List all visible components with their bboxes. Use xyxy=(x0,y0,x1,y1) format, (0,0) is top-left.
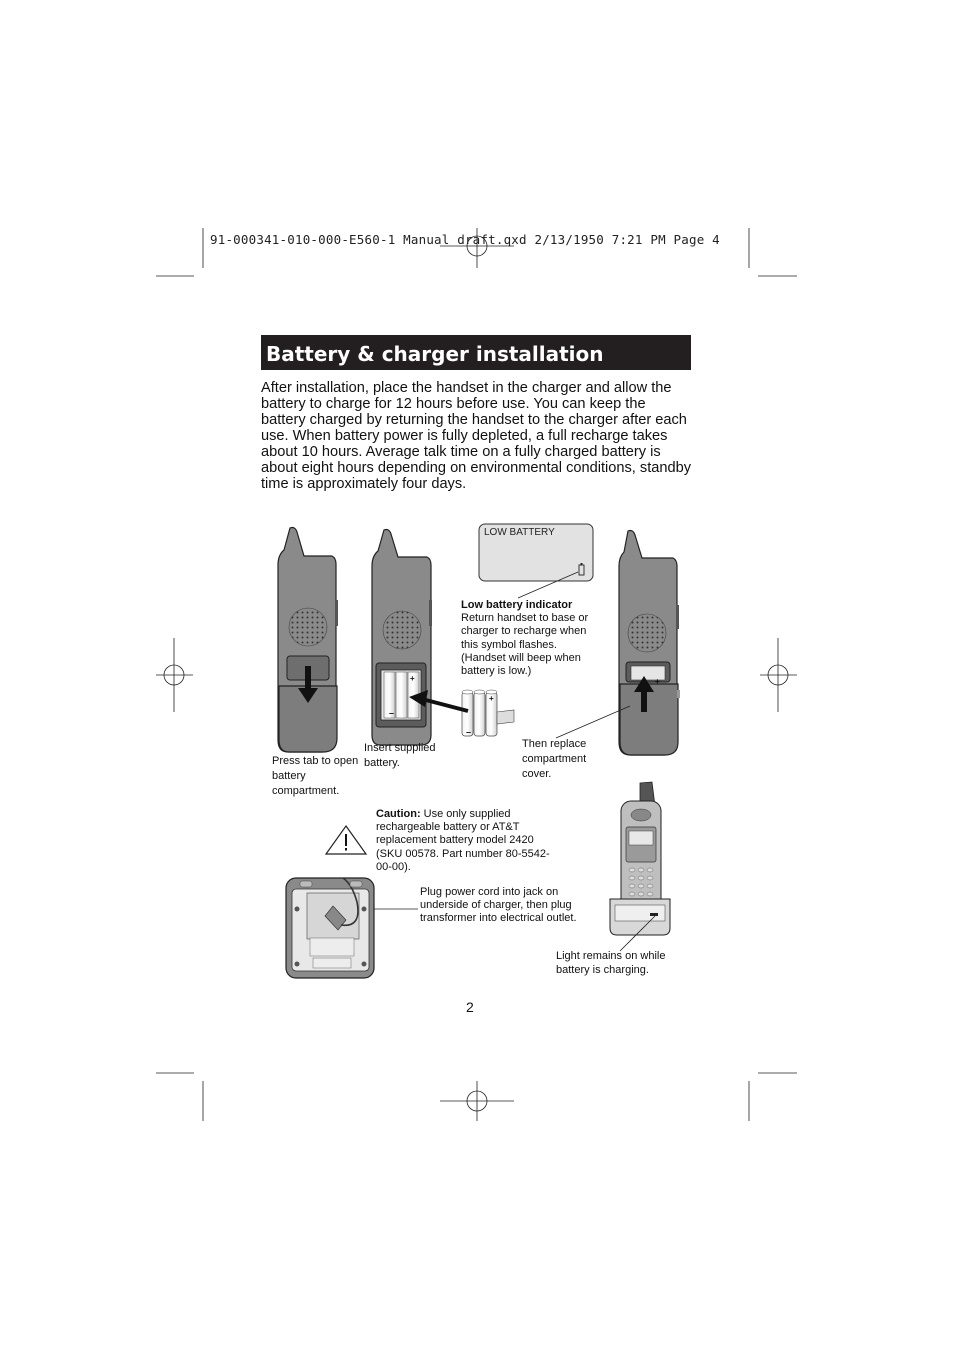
caption-press-tab: Press tab to open battery compartment. xyxy=(272,755,359,797)
caution-triangle-icon xyxy=(326,826,366,854)
intro-paragraph: After installation, place the handset in the charger and allow the battery to charge for 12 hours before use. You can keep the battery charged by returning the handset to the charger after each use. When battery power is fully depleted, a full recharge takes about 10 hours. Average talk time on a fully charged battery is about eight hours depending on environmental conditions, standby time is approximately four days. xyxy=(261,380,692,492)
lcd-text: LOW BATTERY xyxy=(484,527,555,538)
handset-back-view-3 xyxy=(619,531,680,756)
caution-note xyxy=(376,808,554,874)
handset-in-charger xyxy=(610,782,670,951)
svg-text:+: + xyxy=(489,694,494,703)
battery-minus-mark: – xyxy=(389,708,395,718)
charger-underside xyxy=(286,878,374,978)
caption-replace-cover: Then replace compartment cover. xyxy=(522,738,587,780)
handset-back-view-2 xyxy=(372,530,432,746)
caution-body: Use only supplied rechargeable battery or AT&T replacement battery model 2420 (SKU 00578. Part number 80-5542-00-00). xyxy=(376,808,550,873)
caption-insert-battery: Insert supplied battery. xyxy=(364,742,436,769)
caution-label: Caution: xyxy=(376,808,421,820)
svg-text:–: – xyxy=(466,727,472,737)
file-slug: 91-000341-010-000-E560-1 Manual draft.qxd 2/13/1950 7:21 PM Page 4 xyxy=(210,232,720,247)
battery-pack xyxy=(462,690,514,737)
page-title: Battery & charger installation xyxy=(266,342,604,366)
low-battery-body: Return handset to base or charger to recharge when this symbol flashes. (Handset will beep when battery is low.) xyxy=(461,612,589,678)
handset-back-view-1 xyxy=(278,528,338,753)
battery-plus-mark: + xyxy=(410,674,415,683)
caption-low-battery xyxy=(461,599,599,678)
page-number: 2 xyxy=(466,999,474,1015)
caption-light-on: Light remains on while battery is charging. xyxy=(556,950,666,976)
svg-text:+: + xyxy=(655,677,660,686)
caption-plug-cord: Plug power cord into jack on underside of charger, then plug transformer into electrical outlet. xyxy=(420,886,577,925)
low-battery-title: Low battery indicator xyxy=(461,599,573,611)
